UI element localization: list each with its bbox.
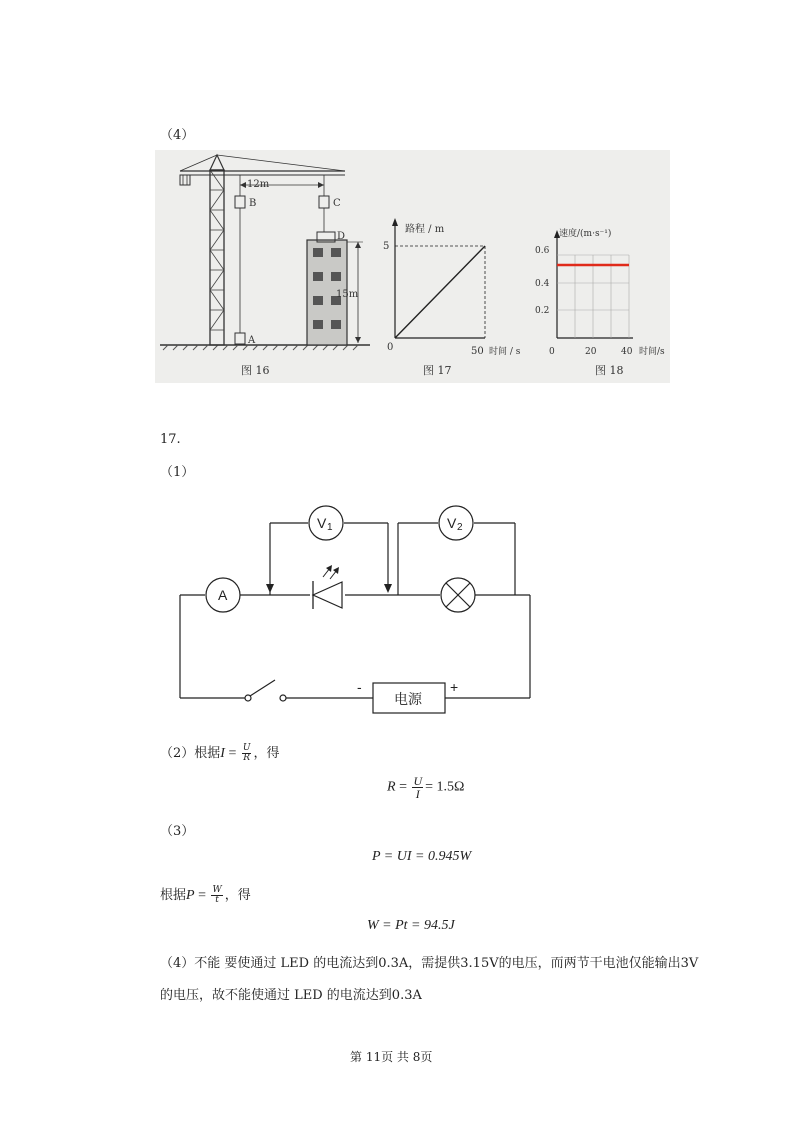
part-1-label: （1）: [160, 465, 195, 480]
power-minus-label: -: [357, 679, 362, 695]
f18-xlabel: 时间/s: [639, 347, 665, 357]
power-equation: P = UI = 0.945W: [372, 849, 472, 864]
ohm-law-fraction: $\frac{U}{R}$: [242, 743, 251, 763]
lamp-symbol: [441, 578, 475, 612]
f17-xlabel: 时间 / s: [489, 347, 521, 357]
voltmeter-1-label: V: [317, 515, 327, 531]
distance-12m-label: 12m: [247, 179, 270, 190]
circuit-diagram: [170, 495, 550, 725]
switch-symbol: [245, 680, 286, 701]
ammeter-label: A: [218, 587, 228, 603]
point-d-label: D: [337, 231, 346, 242]
f17-y-tick: 5: [383, 241, 390, 252]
page-footer: 第 11页 共 8页: [350, 1050, 433, 1064]
voltmeter-2-label: V: [447, 515, 457, 531]
energy-equation: W = Pt = 94.5J: [367, 918, 455, 933]
power-source-label: 电源: [394, 691, 422, 707]
part-3-label: （3）: [160, 824, 195, 839]
figure-photo: [155, 150, 670, 383]
point-a-label: A: [248, 335, 256, 346]
figure-17-axes: [392, 218, 485, 338]
power-plus-label: +: [450, 679, 459, 695]
point-c-label: C: [333, 198, 341, 209]
f17-x-tick: 50: [471, 346, 484, 357]
f18-y-tick-04: 0.4: [535, 279, 550, 289]
f18-ylabel: 速度/(m·s⁻¹): [559, 229, 612, 239]
fig17-caption: 图 17: [423, 364, 452, 377]
f18-x-tick-20: 20: [585, 347, 597, 357]
figure-18-axes: [554, 230, 633, 338]
question-17-number: 17.: [160, 432, 181, 447]
part-2-label: （2）根据: [160, 746, 221, 761]
f18-y-tick-02: 0.2: [535, 306, 550, 316]
voltmeter-2-sub: 2: [457, 522, 463, 533]
f18-y-tick-06: 0.6: [535, 246, 550, 256]
resistance-result: R = $\frac{U}{I}$ = 1.5Ω: [387, 774, 465, 801]
power-basis-line: 根据P = $\frac{W}{t}$ ，得: [160, 885, 251, 905]
part-4-answer-line-1: （4）不能 要使通过 LED 的电流达到0.3A，需提供3.15V的电压，而两节干电池仅能输出3V: [160, 956, 699, 971]
f18-x-tick-40: 40: [621, 347, 633, 357]
part-2-line: [160, 742, 279, 763]
part-4-label: （4）: [160, 128, 195, 143]
f17-ylabel: 路程 / m: [405, 224, 445, 235]
voltmeter-1-sub: 1: [327, 522, 333, 533]
part-2-suffix: ，得: [253, 746, 280, 761]
part-4-answer-line-2: 的电压，故不能使通过 LED 的电流达到0.3A: [160, 988, 422, 1003]
f17-distance-line: [395, 246, 485, 338]
f18-origin: 0: [549, 347, 555, 357]
height-15m-label: 15m: [336, 289, 359, 300]
led-symbol: [313, 565, 342, 609]
point-b-label: B: [249, 198, 257, 209]
f17-origin: 0: [387, 342, 394, 353]
ohm-law-lhs: I =: [220, 746, 240, 761]
fig18-caption: 图 18: [595, 364, 624, 377]
fig16-caption: 图 16: [241, 364, 270, 377]
